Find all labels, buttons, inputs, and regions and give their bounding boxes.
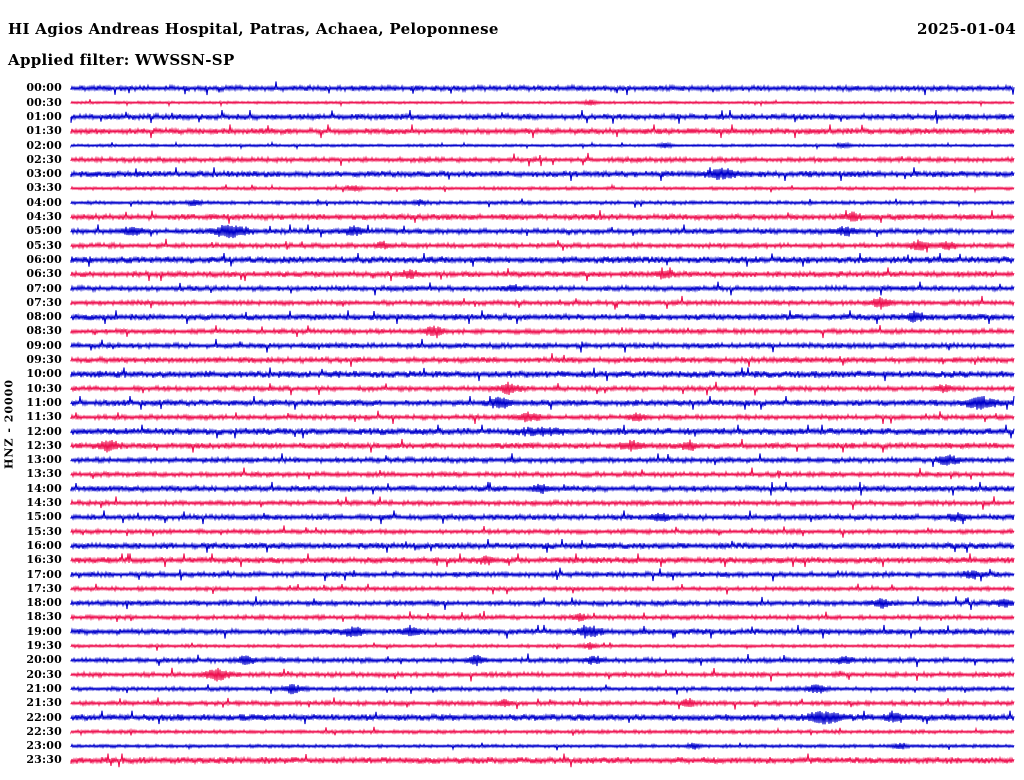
- time-label: 13:00: [26, 453, 62, 467]
- time-label: 20:30: [26, 667, 62, 681]
- trace-06:00: [71, 253, 1014, 267]
- trace-16:00: [71, 539, 1014, 553]
- time-label: 20:00: [26, 653, 62, 667]
- time-label: 04:00: [26, 195, 62, 209]
- time-label: 18:30: [26, 610, 62, 624]
- trace-07:30: [71, 296, 1014, 310]
- time-label: 12:30: [26, 438, 62, 452]
- trace-17:30: [71, 584, 1014, 595]
- time-label: 09:30: [26, 353, 62, 366]
- trace-04:30: [71, 210, 1014, 224]
- time-label: 11:00: [26, 395, 62, 409]
- time-label: 18:00: [26, 596, 62, 610]
- time-label: 04:30: [26, 210, 62, 223]
- time-label: 21:30: [26, 696, 62, 710]
- trace-13:30: [71, 468, 1014, 480]
- trace-05:30: [71, 239, 1014, 253]
- trace-19:30: [71, 642, 1014, 651]
- time-label: 22:00: [26, 710, 62, 724]
- time-label: 15:00: [26, 510, 62, 524]
- trace-13:00: [71, 453, 1014, 467]
- trace-02:30: [71, 153, 1014, 166]
- channel-scale-label: HNZ - 20000: [2, 379, 16, 469]
- trace-20:00: [71, 654, 1014, 668]
- trace-00:30: [71, 99, 1014, 105]
- trace-02:00: [71, 142, 1014, 148]
- trace-03:30: [71, 185, 1014, 193]
- trace-14:00: [71, 482, 1014, 496]
- time-label: 13:30: [26, 467, 62, 481]
- trace-11:00: [71, 396, 1014, 410]
- time-label: 06:00: [26, 252, 62, 266]
- trace-08:30: [71, 325, 1014, 338]
- time-label: 02:00: [26, 138, 62, 152]
- time-label: 07:30: [26, 295, 62, 309]
- time-label: 14:30: [26, 496, 62, 509]
- time-label: 16:00: [26, 538, 62, 552]
- trace-09:30: [71, 353, 1014, 367]
- time-label: 19:30: [26, 639, 62, 652]
- time-label: 00:00: [26, 81, 62, 95]
- trace-01:00: [71, 110, 1014, 124]
- trace-08:00: [71, 310, 1014, 324]
- trace-06:30: [71, 267, 1014, 281]
- trace-10:00: [71, 368, 1014, 382]
- time-label: 16:30: [26, 553, 62, 567]
- time-label: 07:00: [26, 281, 62, 295]
- trace-01:30: [71, 124, 1014, 138]
- trace-00:00: [71, 82, 1014, 96]
- trace-19:00: [71, 625, 1014, 639]
- trace-23:30: [71, 754, 1014, 768]
- time-label: 08:00: [26, 310, 62, 324]
- trace-05:00: [71, 225, 1014, 239]
- trace-16:30: [71, 553, 1014, 567]
- time-label: 01:00: [26, 109, 62, 123]
- trace-15:30: [71, 526, 1014, 538]
- time-label: 06:30: [26, 267, 62, 281]
- trace-23:00: [71, 743, 1014, 751]
- trace-10:30: [71, 382, 1014, 396]
- trace-22:00: [71, 711, 1014, 725]
- trace-11:30: [71, 411, 1014, 424]
- time-label: 19:00: [26, 624, 62, 638]
- time-label: 22:30: [26, 724, 62, 738]
- time-label: 17:00: [26, 567, 62, 581]
- time-label: 14:00: [26, 481, 62, 495]
- time-label: 17:30: [26, 581, 62, 595]
- trace-04:00: [71, 199, 1014, 208]
- page-title: HI Agios Andreas Hospital, Patras, Achaea, Peloponnese: [8, 20, 499, 38]
- trace-07:00: [71, 282, 1014, 296]
- trace-14:30: [71, 496, 1014, 510]
- time-label: 05:30: [26, 238, 62, 252]
- time-label: 12:00: [26, 424, 62, 438]
- trace-12:00: [71, 425, 1014, 439]
- trace-15:00: [71, 511, 1014, 525]
- trace-22:30: [71, 727, 1014, 736]
- time-label: 09:00: [26, 338, 62, 352]
- trace-03:00: [71, 167, 1014, 181]
- trace-21:30: [71, 698, 1014, 710]
- time-label: 21:00: [26, 681, 62, 695]
- time-label: 01:30: [26, 124, 62, 138]
- time-label: 02:30: [26, 152, 62, 166]
- time-label: 03:00: [26, 167, 62, 181]
- time-label: 03:30: [26, 181, 62, 195]
- time-label: 23:00: [26, 739, 62, 753]
- time-label: 05:00: [26, 224, 62, 238]
- time-label: 23:30: [26, 753, 62, 767]
- trace-18:00: [71, 596, 1014, 610]
- time-label: 00:30: [26, 95, 62, 109]
- time-label: 15:30: [26, 524, 62, 538]
- time-label: 10:00: [26, 367, 62, 381]
- time-label: 11:30: [26, 410, 62, 424]
- trace-17:00: [71, 568, 1014, 582]
- trace-20:30: [71, 668, 1014, 682]
- trace-21:00: [71, 684, 1014, 695]
- filter-label: Applied filter: WWSSN-SP: [8, 51, 235, 69]
- time-label: 10:30: [26, 381, 62, 395]
- trace-18:30: [71, 611, 1014, 622]
- trace-12:30: [71, 439, 1014, 453]
- date-label: 2025-01-04: [917, 20, 1016, 38]
- trace-09:00: [71, 339, 1014, 353]
- time-label: 08:30: [26, 324, 62, 338]
